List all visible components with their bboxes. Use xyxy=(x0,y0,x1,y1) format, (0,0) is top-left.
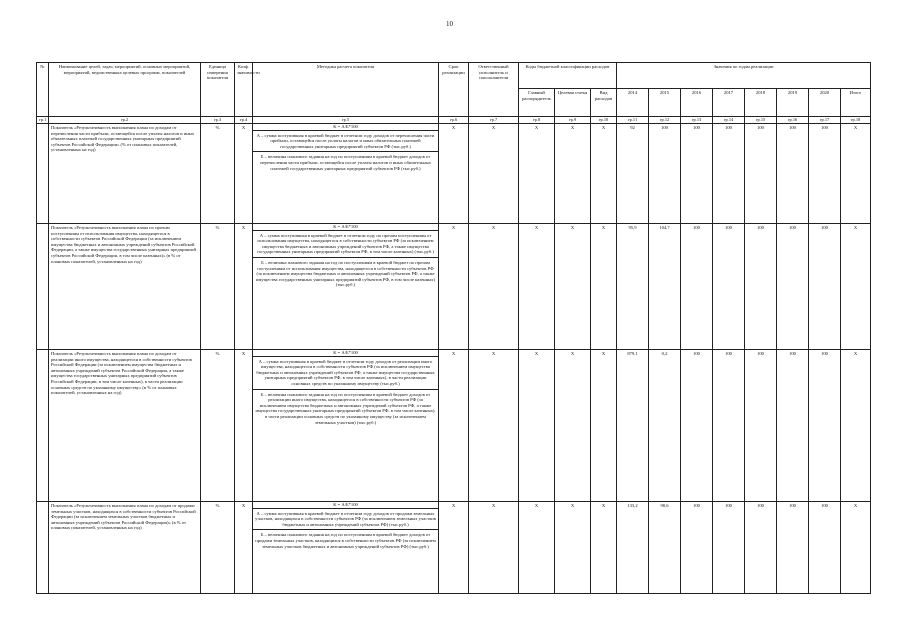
column-number: гр.12 xyxy=(649,117,681,124)
formula-part-b: Б – величина планового задания на год по поступлениям в краевой бюджет доходов от реализации иного имущества, находящегося в собственности субъектов РФ (за исключением имущества бюджетных и автономных учреждений субъектов РФ, а также имущества государственных унитарных предприятий субъектов РФ, в том числе казенных), в части реализации основных средств по указанному имуществу (за исключением земельных участков) (тыс.руб.) xyxy=(253,389,438,428)
indicator-name: Показатель «Результативность выполнения плана по доходам от реализации иного имущества, находящегося в собственности субъектов Российской Федерации (за исключением имущества бюджетных и автономных учреждений субъектов Российской Федерации, а также имущества государственных унитарных предприятий субъектов Российской Федерации, в том числе казенных), в части реализации основных средств по указанному имуществу» (в % от плановых показателей, установленных на год) xyxy=(49,350,201,502)
total-value: X xyxy=(841,224,871,350)
year-value: 100 xyxy=(649,124,681,224)
column-number-row xyxy=(37,117,871,124)
formula-part-b: Б – величина планового задания на год по поступлениям в краевой бюджет доходов от продажи земельных участков, находящихся в собственности субъектов РФ (за исключением земельных участков бюджетных и автономных учреждений субъектов РФ) (тыс.руб.) xyxy=(253,529,438,551)
column-number: гр.4 xyxy=(235,117,253,124)
budget-code: X xyxy=(519,350,555,502)
year-value: 100 xyxy=(745,502,777,594)
formula: K = А/Б*100 xyxy=(333,224,358,229)
table-row xyxy=(37,124,871,224)
year-value: 100 xyxy=(809,224,841,350)
year-value: 100 xyxy=(745,224,777,350)
year-value: 92 xyxy=(617,124,649,224)
year-value: 133,2 xyxy=(617,502,649,594)
formula-part-b: Б – величина планового задания на год по поступлениям в краевой бюджет по прочим поступлениям от использования имущества, находящегося в собственности субъектов РФ (за исключением имущества бюджетных и автономных учреждений субъектов РФ, а также имущества государственных унитарных предприятий субъектов РФ, в том числе казенных) (тыс.руб.) xyxy=(253,257,438,290)
formula-part-a: А – сумма поступившая в краевой бюджет в отчетном году доходов от реализации иного имущества, находящегося в собственности субъектов РФ (за исключением имущества бюджетных и автономных учреждений субъектов РФ, а также имущества государственных унитарных предприятий субъектов РФ, в том числе казенных), в части реализации основных средств по указанному имуществу (тыс.руб.) xyxy=(253,356,438,389)
column-number: гр.11 xyxy=(617,117,649,124)
column-number: гр.9 xyxy=(555,117,591,124)
column-number: гр.17 xyxy=(809,117,841,124)
column-number: гр.3 xyxy=(201,117,235,124)
formula-part-a: А – сумма поступившая в краевой бюджет в отчетном году по прочим поступлениям от использования имущества, находящегося в собственности субъектов РФ (за исключением имущества бюджетных и автономных учреждений субъектов РФ, а также имущества государственных унитарных предприятий субъектов РФ, в том числе казенных) (тыс.руб.) xyxy=(253,230,438,257)
year-value: 100 xyxy=(713,224,745,350)
budget-code: X xyxy=(555,224,591,350)
indicator-coefficient: X xyxy=(235,350,253,502)
header-yearly-values: Значения по годам реализации xyxy=(617,63,871,89)
year-value: 100 xyxy=(713,502,745,594)
budget-code: X xyxy=(555,124,591,224)
indicator-name: Показатель «Результативность выполнения плана по доходам от перечисления части прибыли, остающейся после уплаты налогов и иных обязательных платежей государственных унитарных предприятий субъектов Российской Федерации» (% от плановых показателей, установленных на год) xyxy=(49,124,201,224)
budget-code: X xyxy=(519,502,555,594)
indicator-term: X xyxy=(439,350,469,502)
budget-code: X xyxy=(591,502,617,594)
year-value: 0,2 xyxy=(649,350,681,502)
column-number: гр.14 xyxy=(713,117,745,124)
total-value: X xyxy=(841,502,871,594)
formula: K = А/Б*100 xyxy=(333,350,358,355)
formula-part-a: А – сумма поступившая в краевой бюджет в отчетном году доходов от перечисления части прибыли, остающейся после уплаты налогов и иных обязательных платежей государственных унитарных предприятий субъектов РФ (тыс.руб.) xyxy=(253,130,438,152)
header-year: 2017 xyxy=(713,89,745,117)
header-budget-codes: Коды бюджетной классификации расходов xyxy=(519,63,617,89)
column-number: гр.5 xyxy=(253,117,439,124)
indicator-methodology xyxy=(253,224,439,350)
column-number: гр.7 xyxy=(469,117,519,124)
indicator-methodology xyxy=(253,350,439,502)
year-value: 100 xyxy=(777,124,809,224)
column-number: гр.8 xyxy=(519,117,555,124)
budget-code: X xyxy=(519,124,555,224)
header-responsible: Ответственный исполнитель и соисполнители xyxy=(469,63,519,117)
budget-code: X xyxy=(555,502,591,594)
indicator-coefficient: X xyxy=(235,224,253,350)
budget-code: X xyxy=(555,350,591,502)
header-name: Наименование целей, задач, мероприятий, основных мероприятий, мероприятий, ведомственных целевых программ, показателей xyxy=(49,63,201,117)
header-code-target-item: Целевая статья xyxy=(555,89,591,117)
indicator-coefficient: X xyxy=(235,502,253,594)
total-value: X xyxy=(841,350,871,502)
year-value: 100 xyxy=(713,124,745,224)
year-value: 100 xyxy=(713,350,745,502)
column-number: гр.10 xyxy=(591,117,617,124)
year-value: 100 xyxy=(809,502,841,594)
year-value: 100 xyxy=(745,350,777,502)
indicator-name: Показатель «Результативность выполнения плана по прочим поступлениям от использования имущества, находящегося в собственности субъектов Российской Федерации (за исключением имущества бюджетных и автономных учреждений субъектов Российской Федерации, а также имущества государственных унитарных предприятий субъектов Российской Федерации, в том числе казенных)» (в % от плановых показателей, установленных на год) xyxy=(49,224,201,350)
header-term: Срок реализации xyxy=(439,63,469,117)
indicator-methodology xyxy=(253,502,439,594)
year-value: 98,6 xyxy=(649,502,681,594)
total-value: X xyxy=(841,124,871,224)
header-year: 2018 xyxy=(745,89,777,117)
column-number: гр.16 xyxy=(777,117,809,124)
header-code-expense-type: Вид расходов xyxy=(591,89,617,117)
header-year: 2019 xyxy=(777,89,809,117)
year-value: 100 xyxy=(681,124,713,224)
column-number: гр.2 xyxy=(49,117,201,124)
year-value: 100 xyxy=(745,124,777,224)
year-value: 104,7 xyxy=(649,224,681,350)
header-year: 2015 xyxy=(649,89,681,117)
budget-code: X xyxy=(591,124,617,224)
header-year: 2014 xyxy=(617,89,649,117)
column-number: гр.1 xyxy=(37,117,49,124)
indicator-term: X xyxy=(439,124,469,224)
indicator-unit: % xyxy=(201,502,235,594)
indicator-responsible: X xyxy=(469,502,519,594)
indicator-term: X xyxy=(439,502,469,594)
column-number: гр.13 xyxy=(681,117,713,124)
indicator-unit: % xyxy=(201,124,235,224)
indicator-name: Показатель «Результативность выполнения плана по доходам от продажи земельных участков, находящихся в собственности субъектов Российской Федерации (за исключением земельных участков бюджетных и автономных учреждений субъектов Российской Федерации)» (в % от плановых показателей, установленных на год) xyxy=(49,502,201,594)
budget-code: X xyxy=(591,350,617,502)
indicator-responsible: X xyxy=(469,350,519,502)
column-number: гр.18 xyxy=(841,117,871,124)
formula-part-b: Б – величина планового задания на год по поступлениям в краевой бюджет доходов от перечисления части прибыли, остающейся после уплаты налогов и иных обязательных платежей государственных унитарных предприятий субъектов РФ (тыс.руб.) xyxy=(253,151,438,173)
indicator-term: X xyxy=(439,224,469,350)
column-number: гр.15 xyxy=(745,117,777,124)
header-unit: Единица измерения показателя xyxy=(201,63,235,117)
indicator-coefficient: X xyxy=(235,124,253,224)
year-value: 100 xyxy=(777,502,809,594)
indicator-responsible: X xyxy=(469,124,519,224)
indicator-unit: % xyxy=(201,224,235,350)
year-value: 100 xyxy=(777,224,809,350)
year-value: 100 xyxy=(777,350,809,502)
indicator-responsible: X xyxy=(469,224,519,350)
program-indicators-table xyxy=(36,62,871,594)
formula: K = А/Б*100 xyxy=(333,124,358,129)
indicator-unit: % xyxy=(201,350,235,502)
budget-code: X xyxy=(519,224,555,350)
header-code-main-manager: Главный распорядитель xyxy=(519,89,555,117)
table-row xyxy=(37,224,871,350)
year-value: 100 xyxy=(681,224,713,350)
formula-part-a: А – сумма поступившая в краевой бюджет в отчетном году доходов от продажи земельных участков, находящихся в собственности субъектов РФ (за исключением земельных участков бюджетных и автономных учреждений субъектов РФ) (тыс.руб.) xyxy=(253,508,438,530)
year-value: 100 xyxy=(809,124,841,224)
header-number: № xyxy=(37,63,49,117)
year-value: 100 xyxy=(809,350,841,502)
year-value: 879,1 xyxy=(617,350,649,502)
header-year: 2020 xyxy=(809,89,841,117)
year-value: 100 xyxy=(681,502,713,594)
table-row xyxy=(37,502,871,594)
header-year: 2016 xyxy=(681,89,713,117)
header-methodology: Методика расчета показателя xyxy=(253,63,439,117)
indicator-methodology xyxy=(253,124,439,224)
formula: K = А/Б*100 xyxy=(333,502,358,507)
year-value: 95,9 xyxy=(617,224,649,350)
year-value: 100 xyxy=(681,350,713,502)
page-number: 10 xyxy=(446,20,453,28)
column-number: гр.6 xyxy=(439,117,469,124)
budget-code: X xyxy=(591,224,617,350)
table-row xyxy=(37,350,871,502)
header-total: Итого xyxy=(841,89,871,117)
header-coefficient: Коэф. значимости xyxy=(235,63,253,117)
